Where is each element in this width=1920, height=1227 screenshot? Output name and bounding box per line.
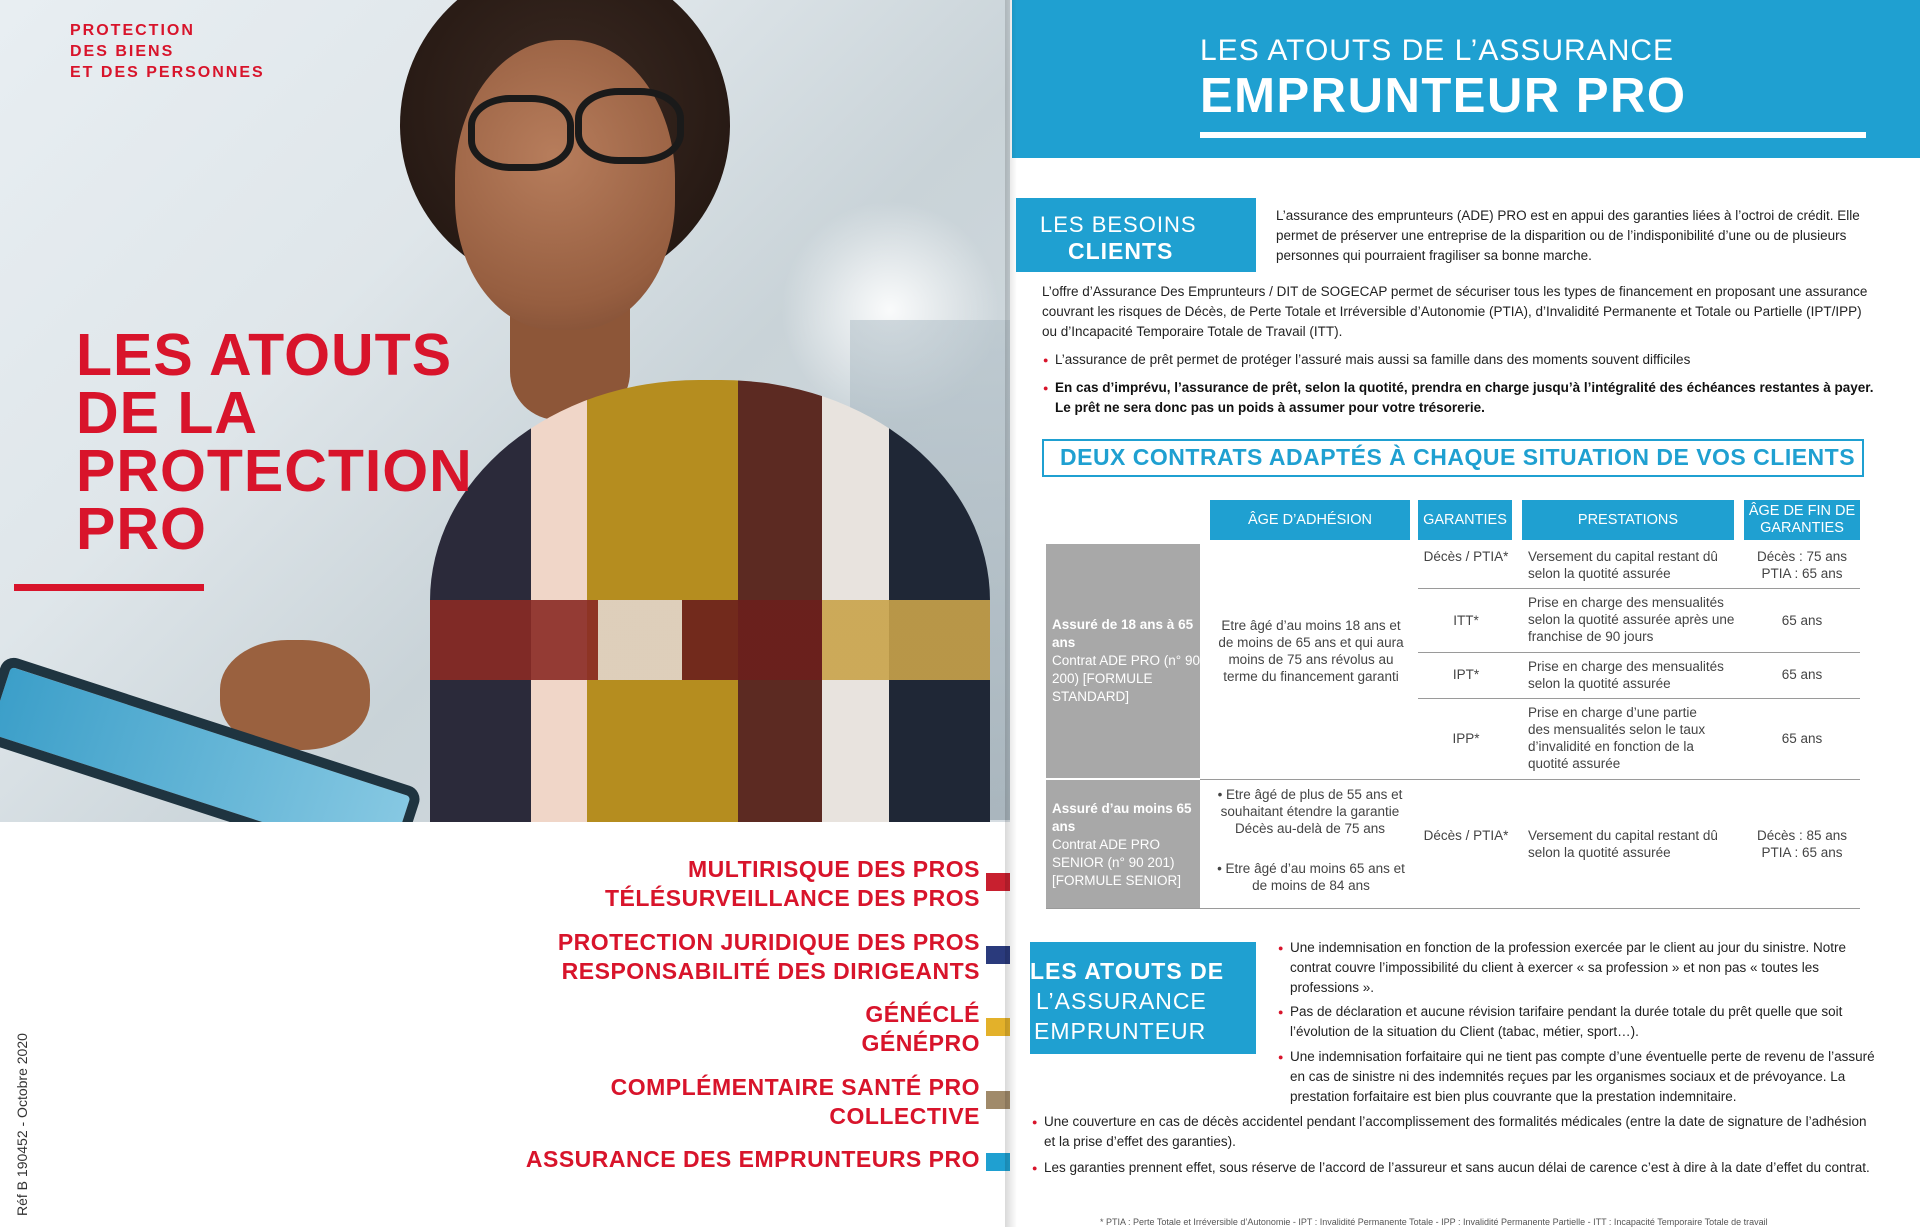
table-cell: Décès : 75 ans PTIA : 65 ans	[1756, 549, 1848, 581]
table-cell: Décès / PTIA*	[1423, 828, 1509, 843]
table-cell: 65 ans	[1781, 613, 1823, 628]
product-genecle: GÉNÉCLÉ GÉNÉPRO	[861, 1001, 980, 1056]
atouts-bullet: ● Les garanties prennent effet, sous réserve de l’accord de l’assureur et sans aucun délai de carence c’est à dire à la date d’effet du contrat.	[1044, 1158, 1874, 1178]
product-multirisque: MULTIRISQUE DES PROS TÉLÉSURVEILLANCE DES PROS	[604, 856, 980, 911]
table-cell: Prise en charge des mensualités selon la quotité assurée après une franchise de 90 jours	[1528, 595, 1735, 644]
senior-label: Assuré d’au moins 65 ans Contrat ADE PRO SENIOR (n° 90 201) [FORMULE SENIOR]	[1052, 801, 1192, 888]
senior-age-item: • Etre âgé de plus de 55 ans et souhaitant étendre la garantie Décès au-delà de 75 ans	[1217, 787, 1403, 836]
standard-age: Etre âgé d’au moins 18 ans et de moins de 65 ans et qui aura moins de 75 ans révolus au terme du financement garanti	[1218, 618, 1404, 684]
table-cell: Versement du capital restant dû selon la quotité assurée	[1528, 828, 1718, 860]
face	[455, 40, 675, 330]
table-cell: IPP*	[1452, 731, 1480, 746]
table-header-age: ÂGE D’ADHÉSION	[1210, 500, 1410, 540]
table-cell: 65 ans	[1781, 667, 1823, 682]
table-header-garanties: GARANTIES	[1418, 500, 1512, 540]
standard-label: Assuré de 18 ans à 65 ans Contrat ADE PRO (n° 90 200) [FORMULE STANDARD]	[1052, 617, 1200, 704]
besoins-bullet: ● L’assurance de prêt permet de protéger l’assuré mais aussi sa famille dans des moments souvent difficiles	[1055, 350, 1875, 370]
atouts-bullet: ● Une indemnisation en fonction de la profession exercée par le client au jour du sinistre. Notre contrat couvre l’impossibilité du client à exercer « sa profession » et non pas « toutes les professions ».	[1290, 938, 1875, 998]
table-cell: Prise en charge d’une partie des mensualités selon le taux d’invalidité en fonction de la quotité assurée	[1528, 705, 1706, 771]
atouts-bullet: ● Une indemnisation forfaitaire qui ne tient pas compte d’une éventuelle perte de revenu de l’assuré en cas de sinistre ni des indemnités reçues par les organismes sociaux et de prévoyance. La prestation forfaitaire est bien plus couvrante que la prestation indemnitaire.	[1290, 1047, 1875, 1107]
offre-text: L’offre d’Assurance Des Emprunteurs / DIT de SOGECAP permet de sécuriser tous les types de financement en proposant une assurance couvrant les risques de Décès, de Perte Totale et Irréversible d’Autonomie (PTIA), d’Invalidité Permanente et Totale ou Partielle (IPT/IPP) ou d’Incapacité Temporaire Totale de Travail (ITT).	[1042, 284, 1868, 339]
table-cell: Décès / PTIA*	[1423, 549, 1509, 564]
table-cell: Versement du capital restant dû selon la quotité assurée	[1528, 549, 1718, 581]
reference-line: Réf B 190452 - Octobre 2020	[14, 1033, 30, 1216]
banner-title-line2: EMPRUNTEUR PRO	[1200, 69, 1687, 123]
table-cell: 65 ans	[1781, 731, 1823, 746]
product-sante: COMPLÉMENTAIRE SANTÉ PRO COLLECTIVE	[610, 1074, 980, 1129]
table-cell: Prise en charge des mensualités selon la quotité assurée	[1528, 659, 1724, 691]
atouts-bullet: ● Pas de déclaration et aucune révision tarifaire pendant la durée totale du prêt quelle que soit l’évolution de la situation du Client (tabac, métier, sport…).	[1290, 1002, 1865, 1042]
table-header-prestations: PRESTATIONS	[1522, 500, 1734, 540]
besoins-label-box: LES BESOINS CLIENTS	[1016, 198, 1256, 272]
page-gutter	[1005, 0, 1017, 1227]
main-title: LES ATOUTS DE LA PROTECTION PRO	[76, 322, 473, 562]
contrats-title: DEUX CONTRATS ADAPTÉS À CHAQUE SITUATION DE VOS CLIENTS	[1060, 444, 1856, 470]
banner-underline	[1200, 132, 1866, 138]
besoins-text: L’assurance des emprunteurs (ADE) PRO est en appui des garanties liées à l’octroi de crédit. Elle permet de préserver une entreprise de la disparition ou de l’indisponibilité d’une ou de plusieurs personnes qui pourraient fragiliser sa bonne marche.	[1276, 208, 1860, 263]
table-cell: Décès : 85 ans PTIA : 65 ans	[1756, 828, 1848, 860]
table-cell: ITT*	[1453, 613, 1479, 628]
title-underline	[14, 584, 204, 591]
product-protection-juridique: PROTECTION JURIDIQUE DES PROS RESPONSABILITÉ DES DIRIGEANTS	[557, 929, 980, 984]
glasses-icon	[468, 95, 574, 171]
atouts-bullet: ● Une couverture en cas de décès accidentel pendant l’accomplissement des formalités médicales (entre la date de signature de l’adhésion et la prise d’effet des garanties).	[1044, 1112, 1874, 1152]
footnote: * PTIA : Perte Totale et Irréversible d’Autonomie - IPT : Invalidité Permanente Totale - IPP : Invalidité Permanente Partielle - ITT : Incapacité Temporaire Totale de travail	[1100, 1217, 1768, 1227]
table-header-fin: ÂGE DE FIN DE GARANTIES	[1744, 500, 1860, 540]
besoins-bullet: ● En cas d’imprévu, l’assurance de prêt, selon la quotité, prendra en charge jusqu’à l’intégralité des échéances restantes à payer. Le prêt ne sera donc pas un poids à assumer pour votre trésorerie.	[1055, 378, 1875, 418]
header-label: PROTECTION DES BIENS ET DES PERSONNES	[70, 22, 265, 81]
product-emprunteurs: ASSURANCE DES EMPRUNTEURS PRO	[525, 1146, 980, 1172]
senior-age-item: • Etre âgé d’au moins 65 ans et de moins de 84 ans	[1217, 861, 1405, 893]
atouts-label-box: LES ATOUTS DE L’ASSURANCE EMPRUNTEUR	[1030, 942, 1256, 1054]
banner-title-line1: LES ATOUTS DE L’ASSURANCE	[1200, 34, 1675, 67]
table-cell: IPT*	[1452, 667, 1480, 682]
